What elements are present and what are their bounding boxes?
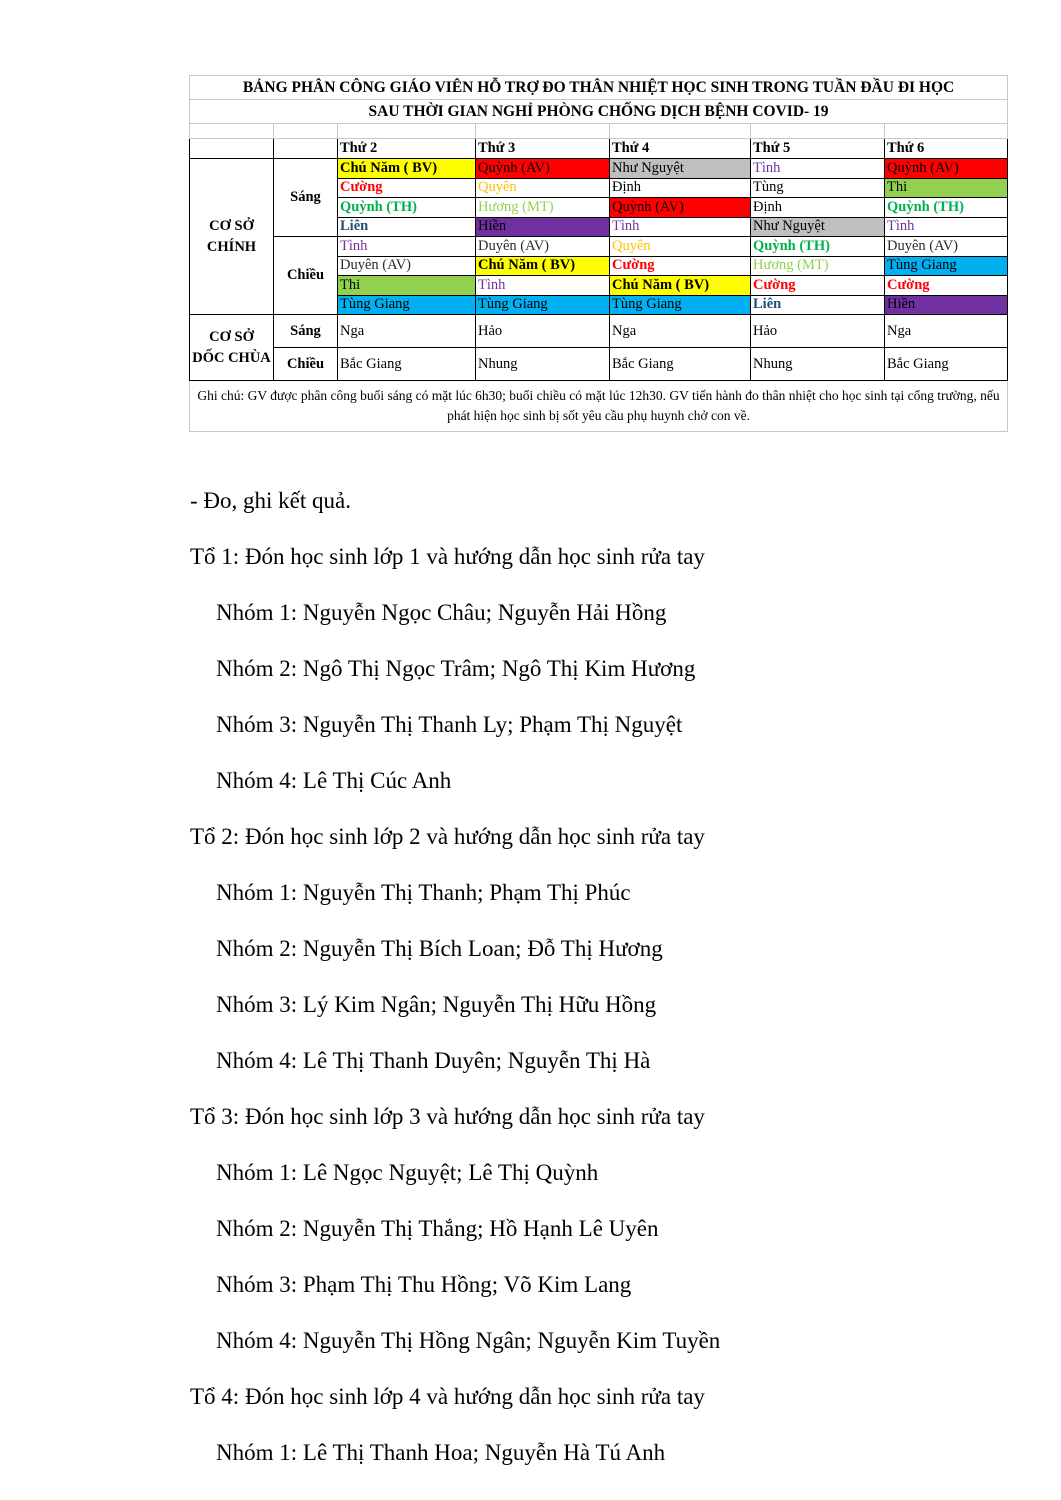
- assignment-cell: Quỳnh (TH): [338, 198, 476, 218]
- assignment-cell: Tình: [610, 217, 751, 237]
- team-line: Nhóm 2: Nguyễn Thị Bích Loan; Đỗ Thị Hương: [216, 936, 663, 961]
- team-line: Nhóm 2: Nguyễn Thị Thắng; Hồ Hạnh Lê Uyên: [216, 1216, 659, 1241]
- assignment-cell: Hương (MT): [476, 198, 610, 218]
- assignment-cell: Duyên (AV): [338, 256, 476, 276]
- assignment-cell: Hảo: [476, 315, 610, 348]
- session-label-morning: Sáng: [274, 159, 338, 237]
- assignment-cell: Cường: [610, 256, 751, 276]
- group-title: Tổ 4: Đón học sinh lớp 4 và hướng dẫn học sinh rửa tay: [190, 1384, 705, 1409]
- doc-chua-morning-row: [190, 315, 1008, 348]
- assignment-cell: Bắc Giang: [610, 348, 751, 381]
- assignment-cell: Quỳnh (TH): [885, 198, 1008, 218]
- day-header: Thứ 3: [476, 139, 610, 159]
- assignment-cell: Thi: [338, 276, 476, 296]
- assignment-cell: Hiền: [885, 295, 1008, 315]
- assignment-cell: Cường: [751, 276, 885, 296]
- assignment-table: [189, 75, 1008, 432]
- session-label-afternoon: Chiều: [274, 237, 338, 315]
- assignment-cell: Tùng Giang: [610, 295, 751, 315]
- assignment-cell: Hiền: [476, 217, 610, 237]
- day-header: Thứ 2: [338, 139, 476, 159]
- team-line: Nhóm 3: Phạm Thị Thu Hồng; Võ Kim Lang: [216, 1272, 632, 1297]
- assignment-cell: Quyên: [476, 178, 610, 198]
- assignment-cell: Hương (MT): [751, 256, 885, 276]
- campus-label-doc-chua: CƠ SỞ DỐC CHÙA: [190, 315, 274, 381]
- assignment-cell: Liên: [338, 217, 476, 237]
- team-line: Nhóm 4: Lê Thị Thanh Duyên; Nguyễn Thị Hà: [216, 1048, 651, 1073]
- document-body: [190, 482, 1010, 1490]
- team-line: Nhóm 3: Nguyễn Thị Thanh Ly; Phạm Thị Nguyệt: [216, 712, 683, 737]
- session-label-morning: Sáng: [274, 315, 338, 348]
- group-title: Tổ 3: Đón học sinh lớp 3 và hướng dẫn học sinh rửa tay: [190, 1104, 705, 1129]
- assignment-cell: Cường: [885, 276, 1008, 296]
- assignment-cell: Bắc Giang: [338, 348, 476, 381]
- intro-line: - Đo, ghi kết quả.: [190, 488, 351, 513]
- group-list: [190, 538, 1010, 1490]
- group-title: Tổ 1: Đón học sinh lớp 1 và hướng dẫn học sinh rửa tay: [190, 544, 705, 569]
- table-title-line1: BẢNG PHÂN CÔNG GIÁO VIÊN HỖ TRỢ ĐO THÂN NHIỆT HỌC SINH TRONG TUẦN ĐẦU ĐI HỌC: [190, 76, 1008, 100]
- assignment-cell: Như Nguyệt: [610, 159, 751, 179]
- assignment-cell: Quỳnh (AV): [885, 159, 1008, 179]
- assignment-cell: Tình: [476, 276, 610, 296]
- team-line: Nhóm 2: Ngô Thị Ngọc Trâm; Ngô Thị Kim Hương: [216, 656, 696, 681]
- assignment-cell: Quỳnh (TH): [751, 237, 885, 257]
- team-line: Nhóm 1: Nguyễn Thị Thanh; Phạm Thị Phúc: [216, 880, 631, 905]
- team-line: Nhóm 4: Nguyễn Thị Hồng Ngân; Nguyễn Kim Tuyền: [216, 1328, 721, 1353]
- assignment-cell: Chú Năm ( BV): [476, 256, 610, 276]
- day-header: Thứ 4: [610, 139, 751, 159]
- campus-label-main: CƠ SỞ CHÍNH: [190, 159, 274, 315]
- table-note: Ghi chú: GV được phân công buổi sáng có mặt lúc 6h30; buổi chiều có mặt lúc 12h30. GV tiến hành đo thân nhiệt cho học sinh tại cổng trường, nếu phát hiện học sinh bị sốt yêu cầu phụ huynh chở con về.: [190, 381, 1008, 432]
- schedule-row: [190, 237, 1008, 257]
- assignment-cell: Tùng Giang: [338, 295, 476, 315]
- group-title: Tổ 2: Đón học sinh lớp 2 và hướng dẫn học sinh rửa tay: [190, 824, 705, 849]
- assignment-cell: Bắc Giang: [885, 348, 1008, 381]
- assignment-cell: Tình: [751, 159, 885, 179]
- assignment-cell: Định: [751, 198, 885, 218]
- assignment-cell: Tùng: [751, 178, 885, 198]
- assignment-cell: Nhung: [476, 348, 610, 381]
- team-line: Nhóm 3: Lý Kim Ngân; Nguyễn Thị Hữu Hồng: [216, 992, 657, 1017]
- team-line: Nhóm 4: Lê Thị Cúc Anh: [216, 768, 452, 793]
- team-line: Nhóm 1: Lê Ngọc Nguyệt; Lê Thị Quỳnh: [216, 1160, 599, 1185]
- assignment-cell: Nga: [610, 315, 751, 348]
- assignment-cell: Nhung: [751, 348, 885, 381]
- assignment-cell: Tùng Giang: [885, 256, 1008, 276]
- assignment-cell: Thi: [885, 178, 1008, 198]
- day-header: Thứ 6: [885, 139, 1008, 159]
- assignment-cell: Quỳnh (AV): [610, 198, 751, 218]
- assignment-cell: Quyên: [610, 237, 751, 257]
- team-line: Nhóm 1: Nguyễn Ngọc Châu; Nguyễn Hải Hồng: [216, 600, 667, 625]
- assignment-cell: Chú Năm ( BV): [610, 276, 751, 296]
- doc-chua-afternoon-row: [190, 348, 1008, 381]
- day-header-row: [190, 139, 1008, 159]
- assignment-cell: Như Nguyệt: [751, 217, 885, 237]
- assignment-cell: Định: [610, 178, 751, 198]
- assignment-cell: Nga: [338, 315, 476, 348]
- assignment-cell: Tình: [885, 217, 1008, 237]
- assignment-cell: Chú Năm ( BV): [338, 159, 476, 179]
- session-label-afternoon: Chiều: [274, 348, 338, 381]
- schedule-row: [190, 159, 1008, 179]
- assignment-cell: Nga: [885, 315, 1008, 348]
- team-line: Nhóm 1: Lê Thị Thanh Hoa; Nguyễn Hà Tú Anh: [216, 1440, 666, 1465]
- assignment-cell: Liên: [751, 295, 885, 315]
- assignment-cell: Hảo: [751, 315, 885, 348]
- assignment-cell: Cường: [338, 178, 476, 198]
- assignment-cell: Duyên (AV): [476, 237, 610, 257]
- assignment-cell: Duyên (AV): [885, 237, 1008, 257]
- day-header: Thứ 5: [751, 139, 885, 159]
- assignment-cell: Tùng Giang: [476, 295, 610, 315]
- assignment-cell: Quỳnh (AV): [476, 159, 610, 179]
- assignment-cell: Tình: [338, 237, 476, 257]
- table-title-line2: SAU THỜI GIAN NGHỈ PHÒNG CHỐNG DỊCH BỆNH COVID- 19: [190, 100, 1008, 124]
